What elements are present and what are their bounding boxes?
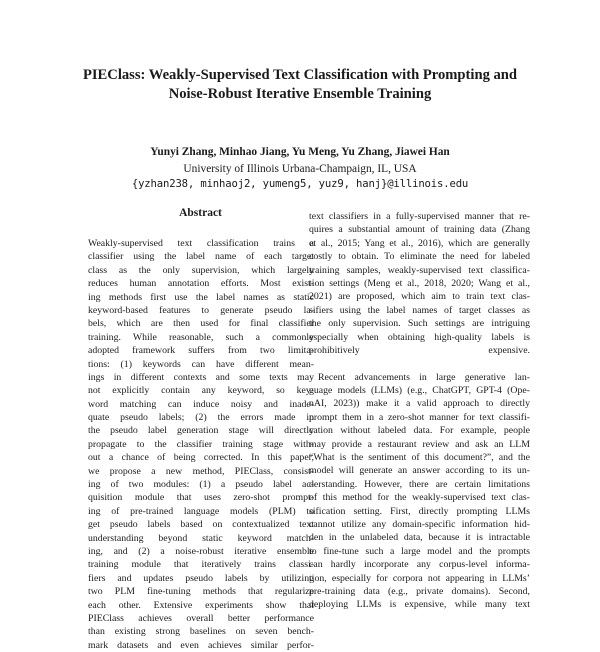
text-line: 2021) are proposed, which aim to train text clas- (309, 291, 530, 303)
text-line: word matching can induce noisy and inade- (88, 398, 314, 410)
text-line: not explicitly contain any keyword, so key- (88, 385, 314, 397)
text-line: training samples, weakly-supervised text classifica- (309, 264, 530, 276)
text-line: understanding beyond static keyword match- (88, 532, 314, 544)
affiliation: University of Illinois Urbana-Champaign, IL, USA (183, 163, 417, 175)
text-line: quate pseudo labels; (2) the errors made in (88, 412, 314, 424)
text-line: mark datasets and even achieves similar perfor- (88, 639, 314, 651)
abstract-body (88, 237, 314, 652)
text-line: Recent advancements in large generative lan- (318, 371, 530, 383)
text-line: out a chance of being corrected. In this paper, (88, 452, 314, 464)
text-line: ing, and (2) a noise-robust iterative ensemble (88, 545, 314, 557)
text-line: class as the only supervision, which largely (88, 264, 314, 276)
text-line: ing of pre-trained language models (PLM) to (88, 505, 314, 517)
author-list: Yunyi Zhang, Minhao Jiang, Yu Meng, Yu Zhang, Jiawei Han (150, 146, 450, 158)
text-line: tion, especially for corpora not appearing in LLMs’ (309, 572, 530, 584)
text-line: ings in different contexts and some texts may (88, 371, 314, 383)
text-line: we propose a new method, PIEClass, consist- (88, 465, 314, 477)
text-line: deploying LLMs is expensive, while many text (309, 599, 530, 611)
text-line: quires a substantial amount of training data (Zhang (309, 224, 530, 236)
text-line: keyword-based features to generate pseudo la- (88, 304, 314, 316)
text-line: reduces human annotation efforts. Most exist- (88, 278, 314, 290)
text-line: can hardly incorporate any corpus-level informa- (309, 559, 530, 571)
text-line: to fine-tune such a large model and the prompts (309, 545, 530, 557)
intro-paragraph-2 (309, 371, 530, 612)
text-line: nAI, 2023)) make it a valid approach to directly (309, 398, 530, 410)
text-line: cation without labeled data. For example, people (309, 425, 530, 437)
text-line: ing methods first use the label names as static (88, 291, 314, 303)
paper-title (40, 66, 560, 104)
text-line: tion settings (Meng et al., 2018, 2020; Wang et al., (309, 277, 530, 289)
text-line: fiers and updates pseudo labels by utilizing (88, 572, 314, 584)
text-line: the pseudo label generation stage will directly (88, 425, 314, 437)
text-line: quisition module that uses zero-shot prompt- (88, 492, 314, 504)
text-line: than existing strong baselines on seven bench- (88, 626, 314, 638)
text-line: each other. Extensive experiments show that (88, 599, 314, 611)
text-line: training module that iteratively trains classi- (88, 559, 314, 571)
text-line: training. While reasonable, such a commonly (88, 331, 314, 343)
text-line: derstanding. However, there are certain limitations (309, 478, 530, 490)
title-line: PIEClass: Weakly-Supervised Text Classification with Prompting and (82, 67, 518, 83)
text-line: Weakly-supervised text classification trains a (88, 238, 314, 249)
intro-paragraph-1 (309, 210, 530, 357)
text-line: two PLM fine-tuning methods that regularize (88, 586, 314, 598)
text-line: guage models (LLMs) (e.g., ChatGPT, GPT-4 (Ope- (309, 385, 530, 397)
text-line: get pseudo labels based on contextualized text (88, 519, 314, 531)
text-line: bels, which are then used for final classifier (88, 318, 314, 330)
text-line: costly to obtain. To eliminate the need for labeled (309, 251, 530, 263)
author-emails: {yzhan238, minhaoj2, yumeng5, yuz9, hanj}@illinois.edu (131, 178, 469, 190)
text-line: may provide a restaurant review and ask an LLM (309, 438, 530, 450)
title-line: Noise-Robust Iterative Ensemble Training (168, 86, 432, 102)
text-line: of this method for the weakly-supervised text clas- (309, 492, 530, 504)
text-line: model will generate an answer according to its un- (309, 465, 530, 477)
text-line: prompt them in a zero-shot manner for text classifi- (309, 411, 530, 423)
text-line: prohibitively expensive. (309, 344, 530, 356)
text-line: adopted framework suffers from two limita- (88, 345, 314, 357)
text-line: classifier using the label name of each target (88, 251, 314, 263)
text-line: the only supervision. Such settings are intriguing (309, 318, 530, 330)
text-line: ing of two modules: (1) a pseudo label ac- (88, 479, 314, 491)
text-line: PIEClass achieves overall better performance (88, 612, 314, 624)
text-line: pre-training data (e.g., private domains). Second, (309, 585, 530, 597)
text-line: den in the unlabeled data, because it is intractable (309, 532, 530, 544)
text-line: sification setting. First, directly prompting LLMs (309, 505, 530, 517)
text-line: especially when obtaining high-quality labels is (309, 331, 530, 343)
text-line: cannot utilize any domain-specific information hid- (309, 518, 530, 530)
text-line: text classifiers in a fully-supervised manner that re- (309, 211, 530, 222)
text-line: tions: (1) keywords can have different mean- (88, 358, 314, 370)
abstract-heading: Abstract (179, 207, 222, 219)
introduction-column (309, 210, 530, 612)
text-line: et al., 2015; Yang et al., 2016), which are generally (309, 237, 530, 249)
text-line: “What is the sentiment of this document?”, and the (309, 452, 530, 464)
text-line: sifiers using the label names of target classes as (309, 304, 530, 316)
text-line: propagate to the classifier training stage with- (88, 438, 314, 450)
